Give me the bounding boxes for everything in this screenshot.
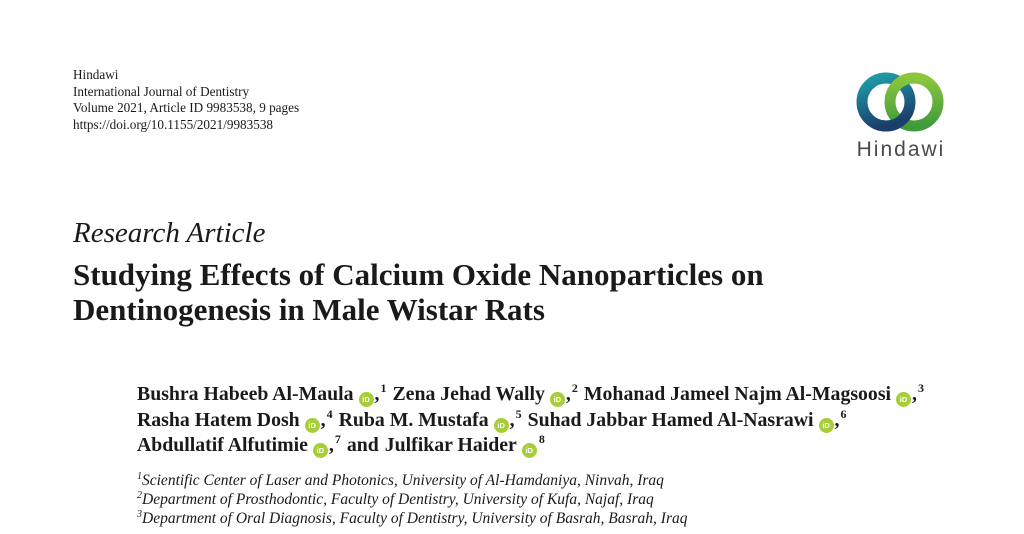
- author: [347, 434, 545, 456]
- doi-link[interactable]: https://doi.org/10.1155/2021/9983538: [73, 116, 274, 132]
- orcid-icon[interactable]: iD: [305, 418, 320, 433]
- journal-header: [73, 67, 299, 133]
- author-name: Bushra Habeeb Al-Maula: [137, 383, 354, 405]
- affiliation-item: [137, 490, 687, 509]
- author-name: Rasha Hatem Dosh: [137, 408, 300, 431]
- author: [338, 406, 522, 431]
- author-name: Suhad Jabbar Hamed Al-Nasrawi: [527, 408, 814, 431]
- author-separator: ,: [565, 383, 571, 405]
- affiliation-superscript: 8: [538, 432, 545, 446]
- author-line: [137, 433, 924, 459]
- author: [137, 406, 333, 431]
- affiliation-text: Department of Oral Diagnosis, Faculty of Dentistry, University of Basrah, Basrah, Iraq: [142, 510, 688, 527]
- affiliation-number: 2: [137, 490, 142, 501]
- title-line: Dentinogenesis in Male Wistar Rats: [73, 292, 545, 327]
- author-separator: ,: [834, 408, 840, 431]
- author: [137, 383, 386, 405]
- author: [137, 434, 341, 456]
- affiliation-list: [137, 471, 687, 528]
- orcid-icon[interactable]: iD: [896, 392, 911, 407]
- author: [392, 383, 577, 405]
- author-separator: ,: [328, 434, 334, 456]
- affiliation-superscript: 3: [917, 381, 924, 395]
- author-name: Julfikar Haider: [384, 434, 517, 456]
- orcid-icon[interactable]: iD: [313, 443, 328, 458]
- affiliation-superscript: 1: [380, 381, 387, 395]
- affiliation-number: 1: [137, 471, 142, 482]
- article-title: [73, 257, 764, 327]
- orcid-icon[interactable]: iD: [550, 392, 565, 407]
- author-separator: ,: [374, 383, 380, 405]
- affiliation-superscript: 5: [515, 406, 522, 421]
- author-name: Mohanad Jameel Najm Al-Magsoosi: [583, 383, 892, 405]
- author: [527, 406, 847, 431]
- author-line: [137, 408, 924, 434]
- affiliation-item: [137, 509, 687, 528]
- affiliation-text: Scientific Center of Laser and Photonics, University of Al-Hamdaniya, Ninvah, Iraq: [142, 472, 664, 489]
- orcid-icon[interactable]: iD: [494, 418, 509, 433]
- orcid-icon[interactable]: iD: [359, 392, 374, 407]
- author-name: Zena Jehad Wally: [392, 383, 545, 405]
- author-line: [137, 382, 924, 408]
- orcid-icon[interactable]: iD: [522, 443, 537, 458]
- publisher-name: Hindawi: [73, 67, 119, 82]
- affiliation-superscript: 2: [571, 381, 578, 395]
- hindawi-logo: [850, 62, 950, 162]
- affiliation-number: 3: [137, 509, 142, 520]
- volume-info: Volume 2021, Article ID 9983538, 9 pages: [73, 100, 300, 116]
- orcid-icon[interactable]: iD: [819, 418, 834, 433]
- author-name: Ruba M. Mustafa: [338, 408, 489, 431]
- logo-wordmark: Hindawi: [856, 138, 946, 161]
- affiliation-superscript: 4: [326, 406, 333, 421]
- author-separator: ,: [912, 383, 917, 405]
- title-line: Studying Effects of Calcium Oxide Nanoparticles on: [73, 257, 764, 292]
- affiliation-superscript: 7: [334, 432, 341, 446]
- author: [584, 383, 924, 405]
- logo-rings-icon: [850, 62, 950, 142]
- affiliation-text: Department of Prosthodontic, Faculty of Dentistry, University of Kufa, Najaf, Iraq: [142, 491, 654, 508]
- author-separator: ,: [320, 408, 326, 431]
- affiliation-item: [137, 471, 687, 490]
- affiliation-superscript: 6: [840, 406, 847, 421]
- article-type-label: Research Article: [73, 217, 266, 249]
- journal-name: International Journal of Dentistry: [73, 83, 250, 99]
- author-name: Abdullatif Alfutimie: [137, 434, 308, 456]
- author-list: [137, 382, 924, 459]
- author-conjunction: and: [346, 434, 379, 456]
- author-separator: ,: [509, 408, 515, 431]
